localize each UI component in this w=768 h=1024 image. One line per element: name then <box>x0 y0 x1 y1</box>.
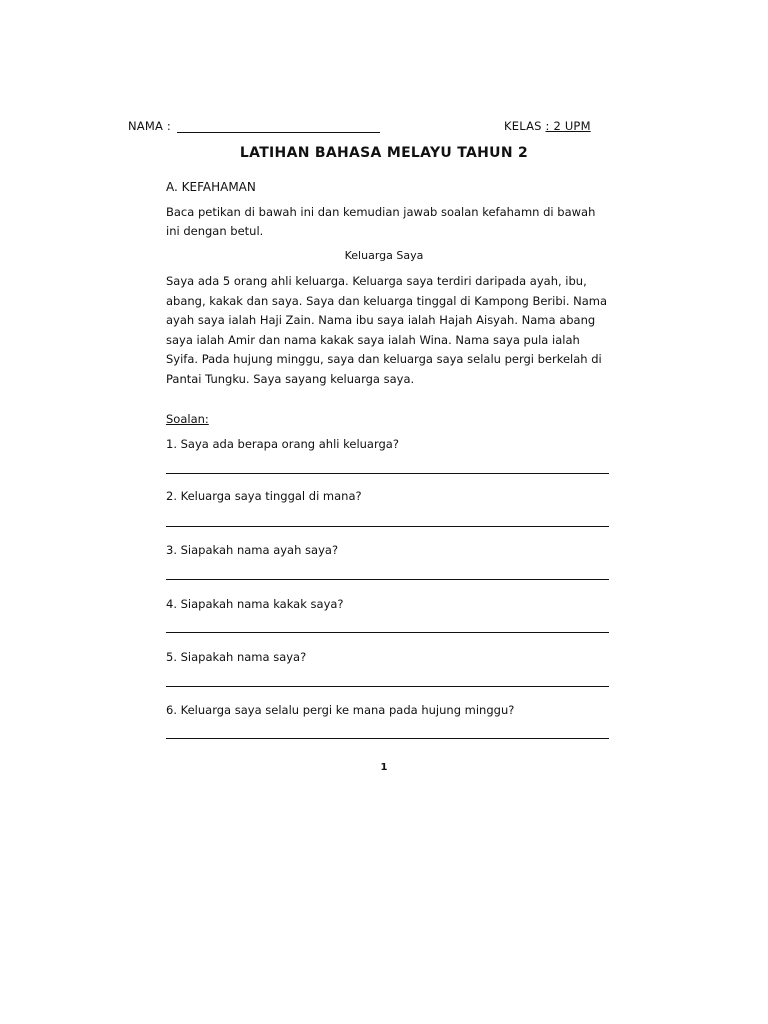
question-5: 5. Siapakah nama saya? <box>166 650 307 664</box>
questions-label: Soalan: <box>166 412 209 426</box>
passage-title: Keluarga Saya <box>344 249 424 262</box>
question-4: 4. Siapakah nama kakak saya? <box>166 597 344 611</box>
section-heading: A. KEFAHAMAN <box>166 180 256 194</box>
answer-line-4[interactable] <box>166 632 609 633</box>
answer-line-6[interactable] <box>166 738 609 739</box>
question-2: 2. Keluarga saya tinggal di mana? <box>166 489 362 503</box>
class-field-row <box>504 119 591 133</box>
answer-line-2[interactable] <box>166 526 609 527</box>
instruction-text: Baca petikan di bawah ini dan kemudian jawab soalan kefahamn di bawah ini dengan betul. <box>166 205 596 238</box>
answer-line-5[interactable] <box>166 686 609 687</box>
name-label: NAMA : <box>128 119 171 133</box>
passage-text: Saya ada 5 orang ahli keluarga. Keluarga saya terdiri daripada ayah, ibu, abang, kakak dan saya. Saya dan keluarga tinggal di Kampong Beribi. Nama ayah saya ialah Haji Zain. Nama ibu saya ialah Hajah Aisyah. Nama abang saya ialah Amir dan nama kakak saya ialah Wina. Nama saya pula ialah Syifa. Pada hujung minggu, saya dan keluarga saya selalu pergi berkelah di Pantai Tungku. Saya sayang keluarga saya. <box>166 274 608 386</box>
question-1: 1. Saya ada berapa orang ahli keluarga? <box>166 437 399 451</box>
name-field-row <box>128 119 380 133</box>
worksheet-title: LATIHAN BAHASA MELAYU TAHUN 2 <box>239 145 529 161</box>
answer-line-1[interactable] <box>166 473 609 474</box>
page-number: 1 <box>380 762 388 773</box>
question-3: 3. Siapakah nama ayah saya? <box>166 543 339 557</box>
class-label: KELAS <box>504 119 542 133</box>
question-6: 6. Keluarga saya selalu pergi ke mana pada hujung minggu? <box>166 703 515 717</box>
answer-line-3[interactable] <box>166 579 609 580</box>
class-value: : 2 UPM <box>545 119 591 133</box>
name-blank-line <box>177 120 380 133</box>
